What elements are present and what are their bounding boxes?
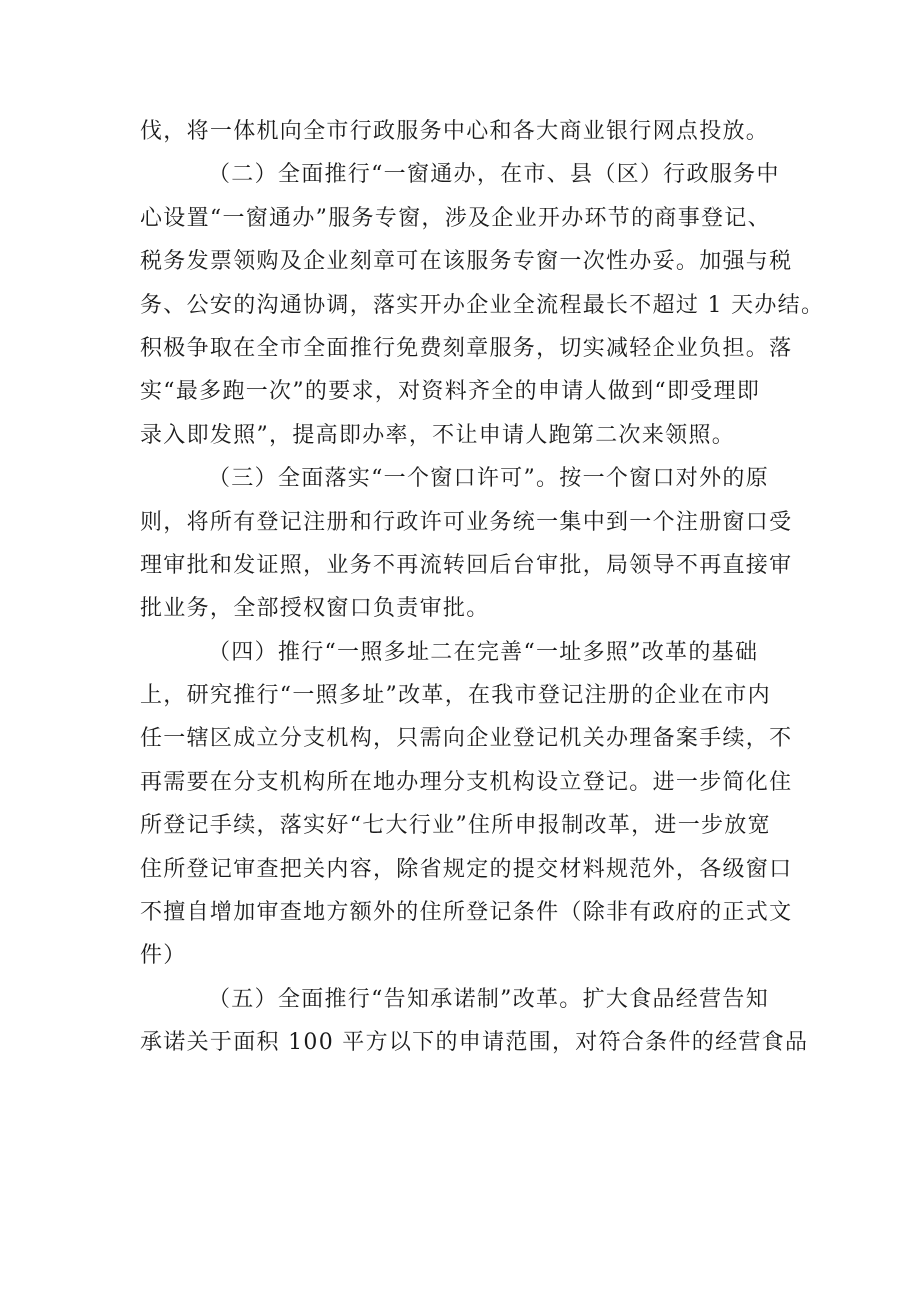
- text-line: （五）全面推行“告知承诺制”改革。扩大食品经营告知: [208, 986, 769, 1012]
- text-line: 伐，将一体机向全市行政服务中心和各大商业银行网点投放。: [140, 119, 770, 144]
- text-line: （三）全面落实“一个窗口许可”。按一个窗口对外的原: [208, 466, 769, 492]
- text-line: （四）推行“一照多址二在完善“一址多照”改革的基础: [208, 639, 759, 665]
- text-line: 心设置“一窗通办”服务专窗，涉及企业开办环节的商事登记、: [140, 205, 771, 231]
- text-line: 录入即发照”，提高即办率，不让申请人跑第二次来领照。: [140, 422, 736, 448]
- text-line: 不擅自增加审查地方额外的住所登记条件（除非有政府的正式文: [140, 900, 793, 926]
- text-line: 承诺关于面积 100 平方以下的申请范围，对符合条件的经营食品: [140, 1030, 809, 1056]
- text-line: 住所登记审查把关内容，除省规定的提交材料规范外，各级窗口: [140, 856, 793, 882]
- text-line: 务、公安的沟通协调，落实开办企业全流程最长不超过 1 天办结。: [140, 292, 825, 318]
- text-line: 则，将所有登记注册和行政许可业务统一集中到一个注册窗口受: [140, 509, 793, 535]
- text-line: 实“最多跑一次”的要求，对资料齐全的申请人做到“即受理即: [140, 379, 761, 405]
- text-line: 所登记手续，落实好“七大行业”住所申报制改革，进一步放宽: [140, 813, 771, 839]
- text-line: 上，研究推行“一照多址”改革，在我市登记注册的企业在市内: [140, 683, 771, 709]
- document-body: [140, 110, 825, 1065]
- text-line: （二）全面推行“一窗通办，在市、县（区）行政服务中: [208, 162, 780, 188]
- text-line: 税务发票领购及企业刻章可在该服务专窗一次性办妥。加强与税: [140, 249, 793, 275]
- text-line: 积极争取在全市全面推行免费刻章服务，切实减轻企业负担。落: [140, 335, 793, 361]
- text-line: 件）: [140, 943, 187, 969]
- text-line: 任一辖区成立分支机构，只需向企业登记机关办理备案手续，不: [140, 726, 793, 752]
- text-line: 再需要在分支机构所在地办理分支机构设立登记。进一步简化住: [140, 769, 793, 795]
- text-line: 批业务，全部授权窗口负责审批。: [140, 596, 490, 622]
- text-line: 理审批和发证照，业务不再流转回后台审批，局领导不再直接审: [140, 552, 793, 578]
